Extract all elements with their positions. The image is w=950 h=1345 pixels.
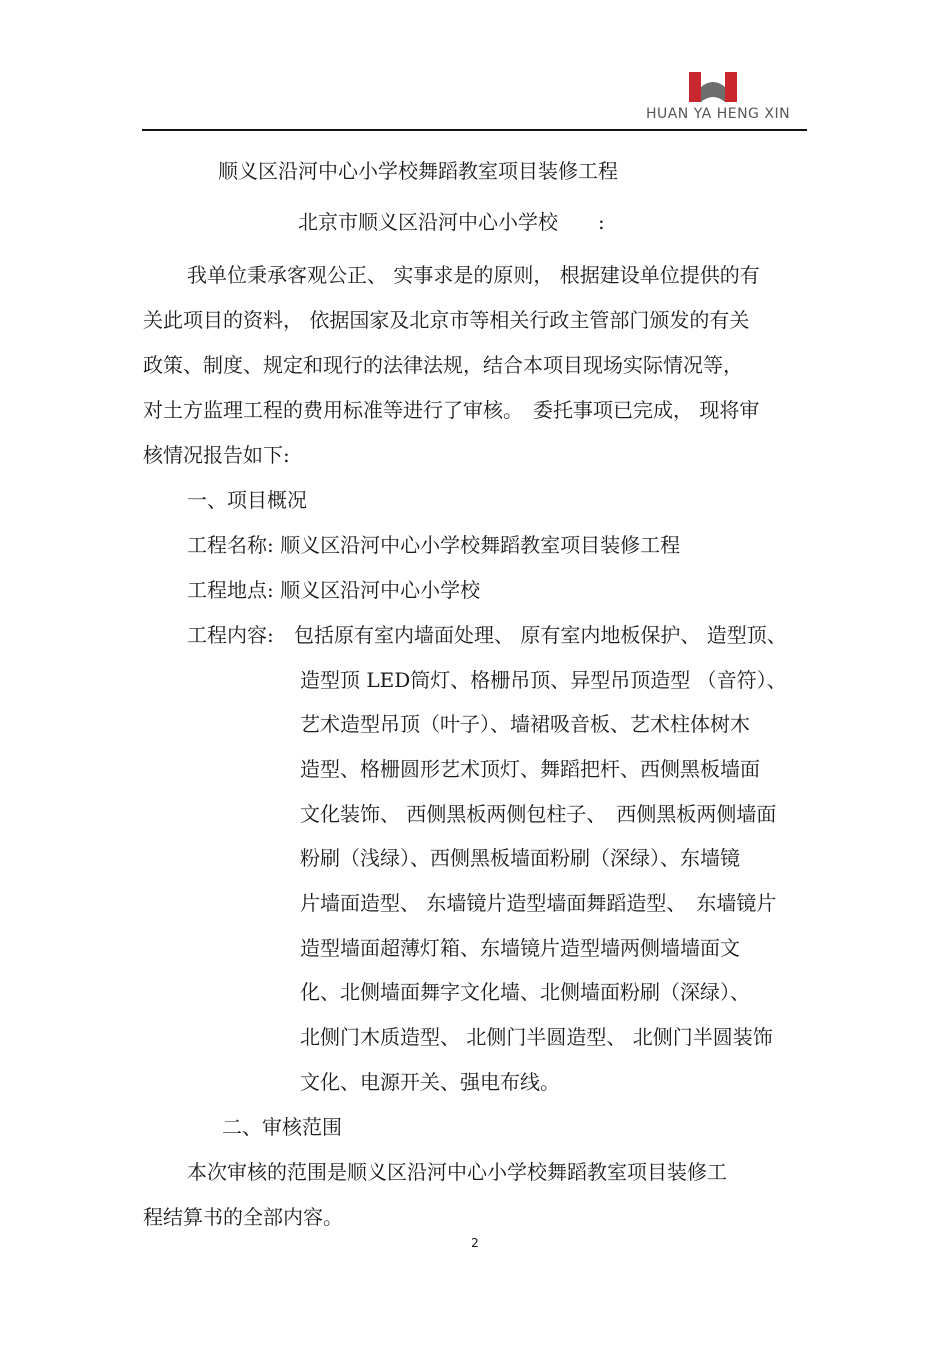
content-line: 北侧门木质造型、 北侧门半圆造型、 北侧门半圆装饰 [300, 1025, 773, 1049]
intro-line: 关此项目的资料， 依据国家及北京市等相关行政主管部门颁发的有关 [143, 308, 750, 332]
scope-line: 本次审核的范围是顺义区沿河中心小学校舞蹈教室项目装修工 [187, 1160, 727, 1184]
project-name: 工程名称: 顺义区沿河中心小学校舞蹈教室项目装修工程 [187, 533, 681, 557]
company-logo [628, 72, 808, 128]
content-line: 包括原有室内墙面处理、 原有室内地板保护、 造型顶、 [294, 623, 787, 647]
content-line: 文化、电源开关、强电布线。 [300, 1070, 560, 1094]
project-location: 工程地点: 顺义区沿河中心小学校 [187, 578, 481, 602]
content-line: 造型顶 LED筒灯、格栅吊顶、异型吊顶造型 （音符）、 [300, 668, 787, 692]
content-line: 片墙面造型、 东墙镜片造型墙面舞蹈造型、 东墙镜片 [300, 891, 777, 915]
content-line: 艺术造型吊顶（叶子）、墙裙吸音板、艺术柱体树木 [300, 712, 750, 736]
section-heading: 二、审核范围 [222, 1115, 342, 1139]
content-label: 工程内容: [187, 623, 274, 647]
content-line: 粉刷（浅绿）、西侧黑板墙面粉刷（深绿）、东墙镜 [300, 846, 740, 870]
content-line: 文化装饰、 西侧黑板两侧包柱子、 西侧黑板两侧墙面 [300, 802, 777, 826]
document-title: 顺义区沿河中心小学校舞蹈教室项目装修工程 [218, 159, 618, 183]
content-line: 造型墙面超薄灯箱、东墙镜片造型墙两侧墙墙面文 [300, 936, 740, 960]
header-divider [142, 129, 807, 131]
intro-line: 我单位秉承客观公正、 实事求是的原则， 根据建设单位提供的有 [187, 263, 760, 287]
intro-line: 对土方监理工程的费用标准等进行了审核。 委托事项已完成， 现将审 [143, 398, 760, 422]
page-number: 2 [471, 1236, 479, 1250]
intro-line: 政策、制度、规定和现行的法律法规，结合本项目现场实际情况等， [143, 353, 743, 377]
addressee: 北京市顺义区沿河中心小学校 : [298, 210, 605, 234]
company-logo-icon [689, 72, 737, 102]
content-line: 化、北侧墙面舞字文化墙、北侧墙面粉刷（深绿）、 [300, 980, 750, 1004]
intro-line: 核情况报告如下: [143, 443, 290, 467]
scope-line: 程结算书的全部内容。 [143, 1205, 343, 1229]
logo-text: HUAN YA HENG XIN [645, 106, 791, 122]
section-heading: 一、项目概况 [187, 488, 307, 512]
content-line: 造型、格栅圆形艺术顶灯、舞蹈把杆、西侧黑板墙面 [300, 757, 760, 781]
